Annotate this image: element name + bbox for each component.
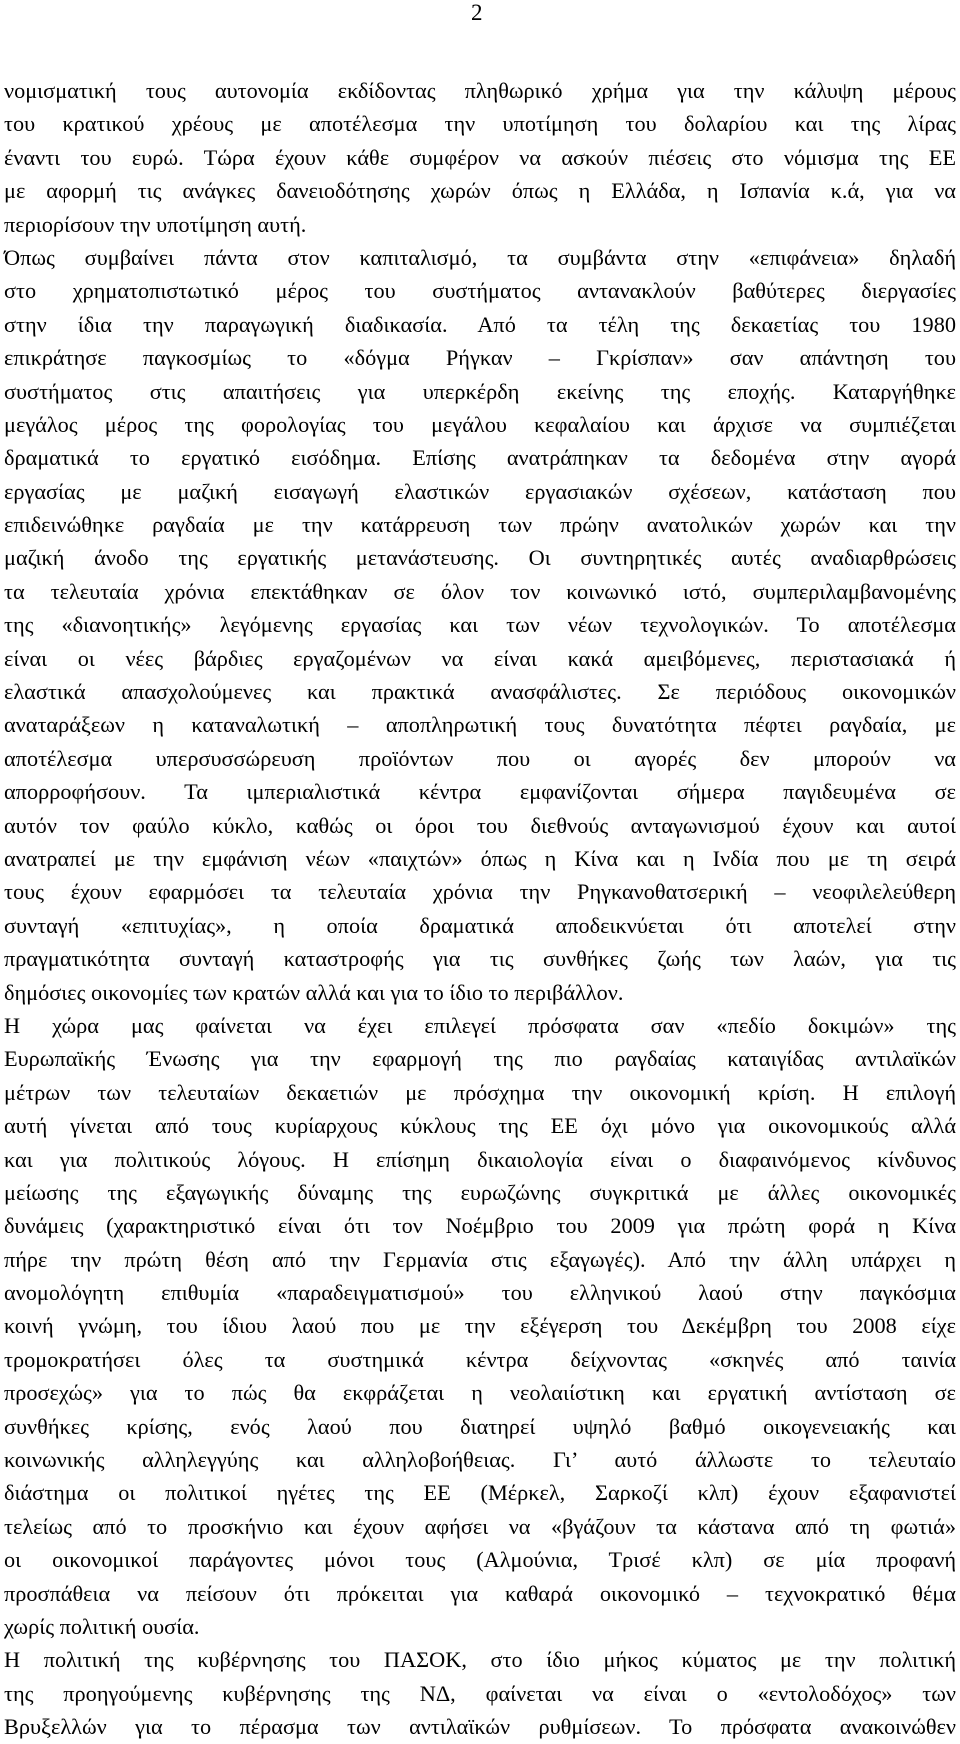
- text-line: Η χώρα μας φαίνεται να έχει επιλεγεί πρόσφατα σαν «πεδίο δοκιμών» της: [4, 1012, 956, 1038]
- text-line: εργασίας με μαζική εισαγωγή ελαστικών εργασιακών σχέσεων, κατάσταση που: [4, 478, 956, 504]
- text-line: νομισματική τους αυτονομία εκδίδοντας πληθωρικό χρήμα για την κάλυψη μέρους: [4, 78, 956, 103]
- text-line: επικράτησε παγκοσμίως το «δόγμα Ρήγκαν – Γκρίσπαν» σαν απάντηση του: [4, 345, 956, 371]
- text-line: προσπάθεια να πείσουν ότι πρόκειται για καθαρά οικονομικό – τεχνοκρατικό θέμα: [4, 1580, 956, 1606]
- text-line: χωρίς πολιτική ουσία.: [4, 1613, 200, 1639]
- text-line: είναι οι νέες βάρδιες εργαζομένων να είναι κακά αμειβόμενες, περιστασιακά ή: [4, 645, 956, 671]
- text-line: προσεχώς» για το πώς θα εκφράζεται η νεολαιίστικη και εργατική αντίσταση σε: [4, 1380, 956, 1406]
- text-line: δραματικά το εργατικό εισόδημα. Επίσης ανατράπηκαν τα δεδομένα στην αγορά: [4, 445, 956, 471]
- text-line: έναντι του ευρώ. Τώρα έχουν κάθε συμφέρον να ασκούν πιέσεις στο νόμισμα της ΕΕ: [4, 144, 956, 170]
- text-line: ανομολόγητη επιθυμία «παραδειγματισμού» του ελληνικού λαού στην παγκόσμια: [4, 1280, 956, 1306]
- paragraph: [4, 241, 956, 1009]
- text-line: δημόσιες οικονομίες των κρατών αλλά και για το ίδιο το περιβάλλον.: [4, 979, 624, 1005]
- text-line: συστήματος στις απαιτήσεις για υπερκέρδη εκείνης της εποχής. Καταργήθηκε: [4, 378, 956, 404]
- text-line: συνθήκες κρίσης, ενός λαού που διατηρεί υψηλό βαθμό οικογενειακής και: [4, 1413, 956, 1439]
- text-line: μείωσης της εξαγωγικής δύναμης της ευρωζώνης συγκριτικά με άλλες οικονομικές: [4, 1179, 956, 1205]
- text-line: μέτρων των τελευταίων δεκαετιών με πρόσχημα την οικονομική κρίση. Η επιλογή: [4, 1079, 956, 1105]
- page-number: 2: [471, 0, 483, 25]
- text-line: Όπως συμβαίνει πάντα στον καπιταλισμό, τα συμβάντα στην «επιφάνεια» δηλαδή: [4, 244, 956, 270]
- text-line: τρομοκρατήσει όλες τα συστημικά κέντρα δείχνοντας «σκηνές από ταινία: [4, 1346, 956, 1372]
- text-line: αυτή γίνεται από τους κυρίαρχους κύκλους της ΕΕ όχι μόνο για οικονομικούς αλλά: [4, 1113, 956, 1139]
- body-text: [4, 74, 956, 1744]
- text-line: επιδεινώθηκε ραγδαία με την κατάρρευση των πρώην ανατολικών χωρών και την: [4, 512, 956, 538]
- text-line: και για πολιτικούς λόγους. Η επίσημη δικαιολογία είναι ο διαφαινόμενος κίνδυνος: [4, 1146, 956, 1172]
- text-line: τους έχουν εφαρμόσει τα τελευταία χρόνια την Ρηγκανοθατσερική – νεοφιλελεύθερη: [4, 879, 956, 905]
- text-line: μεγάλος μέρος της φορολογίας του μεγάλου κεφαλαίου και άρχισε να συμπιέζεται: [4, 411, 956, 437]
- text-line: περιορίσουν την υποτίμηση αυτή.: [4, 211, 307, 237]
- paragraph: [4, 1643, 956, 1743]
- text-line: απορροφήσουν. Τα ιμπεριαλιστικά κέντρα εμφανίζονται σήμερα παγιδευμένα σε: [4, 779, 956, 805]
- text-line: στην ίδια την παραγωγική διαδικασία. Από τα τέλη της δεκαετίας του 1980: [4, 311, 956, 337]
- text-line: κοινή γνώμη, του ίδιου λαού που με την εξέγερση του Δεκέμβρη του 2008 είχε: [4, 1313, 956, 1339]
- text-line: μαζική άνοδο της εργατικής μετανάστευσης. Οι συντηρητικές αυτές αναδιαρθρώσεις: [4, 545, 956, 571]
- text-line: με αφορμή τις ανάγκες δανειοδότησης χωρών όπως η Ελλάδα, η Ισπανία κ.ά, για να: [4, 178, 956, 204]
- text-line: συνταγή «επιτυχίας», η οποία δραματικά αποδεικνύεται ότι αποτελεί στην: [4, 912, 956, 938]
- text-line: Η πολιτική της κυβέρνησης του ΠΑΣΟΚ, στο ίδιο μήκος κύματος με την πολιτική: [4, 1647, 956, 1673]
- text-line: τα τελευταία χρόνια επεκτάθηκαν σε όλον τον κοινωνικό ιστό, συμπεριλαμβανομένης: [4, 578, 956, 604]
- text-line: της προηγούμενης κυβέρνησης της ΝΔ, φαίνεται να είναι ο «εντολοδόχος» των: [4, 1680, 956, 1706]
- text-line: αναταράξεων η καταναλωτική – αποπληρωτική τους δυνατότητα πέφτει ραγδαία, με: [4, 712, 956, 738]
- text-line: ελαστικά απασχολούμενες και πρακτικά ανασφάλιστες. Σε περιόδους οικονομικών: [4, 679, 956, 705]
- text-line: της «διανοητικής» λεγόμενης εργασίας και των νέων τεχνολογικών. Το αποτέλεσμα: [4, 612, 956, 638]
- text-line: του κρατικού χρέους με αποτέλεσμα την υποτίμηση του δολαρίου και της λίρας: [4, 111, 956, 137]
- text-line: Βρυξελλών για το πέρασμα των αντιλαϊκών ρυθμίσεων. Το πρόσφατα ανακοινώθεν: [4, 1714, 956, 1740]
- paragraph: [4, 74, 956, 241]
- text-line: κοινωνικής αλληλεγγύης και αλληλοβοήθειας. Γι’ αυτό άλλωστε το τελευταίο: [4, 1447, 956, 1473]
- text-line: διάστημα οι πολιτικοί ηγέτες της ΕΕ (Μέρκελ, Σαρκοζί κλπ) έχουν εξαφανιστεί: [4, 1480, 956, 1506]
- text-line: τελείως από το προσκήνιο και έχουν αφήσει να «βγάζουν τα κάστανα από τη φωτιά»: [4, 1513, 956, 1539]
- paragraph: [4, 1009, 956, 1643]
- text-line: αυτόν τον φαύλο κύκλο, καθώς οι όροι του διεθνούς ανταγωνισμού έχουν και αυτοί: [4, 812, 956, 838]
- text-line: πραγματικότητα συνταγή καταστροφής για τις συνθήκες ζωής των λαών, για τις: [4, 946, 956, 972]
- text-line: πήρε την πρώτη θέση από την Γερμανία στις εξαγωγές). Από την άλλη υπάρχει η: [4, 1246, 956, 1272]
- text-line: οι οικονομικοί παράγοντες μόνοι τους (Αλμούνια, Τρισέ κλπ) σε μία προφανή: [4, 1547, 956, 1573]
- text-line: ανατραπεί με την εμφάνιση νέων «παιχτών» όπως η Κίνα και η Ινδία που με τη σειρά: [4, 845, 956, 871]
- text-line: δυνάμεις (χαρακτηριστικό είναι ότι τον Νοέμβριο του 2009 για πρώτη φορά η Κίνα: [4, 1213, 956, 1239]
- text-line: Ευρωπαϊκής Ένωσης για την εφαρμογή της πιο ραγδαίας καταιγίδας αντιλαϊκών: [4, 1046, 956, 1072]
- text-line: στο χρηματοπιστωτικό μέρος του συστήματος αντανακλούν βαθύτερες διεργασίες: [4, 278, 956, 304]
- text-line: αποτέλεσμα υπερσυσσώρευση προϊόντων που οι αγορές δεν μπορούν να: [4, 745, 956, 771]
